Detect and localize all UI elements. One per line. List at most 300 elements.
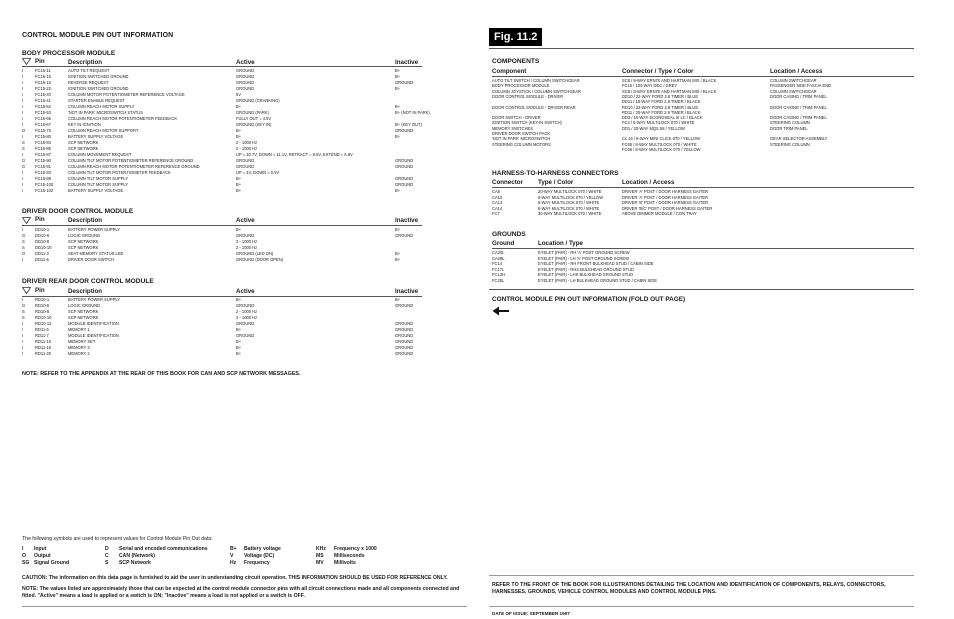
pin-inactive-value: B+ — [395, 257, 401, 262]
pin-description: MEMORY 3 — [68, 345, 90, 350]
harness-connector-type: 6-WAY MULTILOCK 070 / WHITE — [538, 200, 600, 206]
component-name: STEERING COLUMN MOTORS — [492, 141, 551, 147]
pin-number: FC15-90 — [35, 158, 51, 163]
pin-active-value: GROUND — [236, 321, 255, 326]
pin-inactive-value: GROUND — [395, 128, 414, 133]
component-name: DOOR CONTROL MODULE - DRIVER — [492, 93, 564, 99]
pin-number: RD10-6 — [35, 303, 50, 308]
pin-number: FC15-102 — [35, 188, 54, 193]
bpm-header-active: Active — [236, 59, 255, 66]
component-location: DOOR CASING / TRIM PANEL — [770, 115, 827, 121]
pin-active-value: FULLY OUT = 4.5V — [236, 116, 272, 121]
pin-number: RD10-10 — [35, 315, 52, 320]
pin-inactive-value: B+ — [395, 68, 401, 73]
ddcm-title: DRIVER DOOR CONTROL MODULE — [22, 208, 134, 215]
pin-active-value: UP = 10.7V, DOWN = 11.1V, RETRACT = 8.5V, EXTEND = 6.8V — [236, 152, 353, 157]
pin-active-value: GROUND — [236, 74, 255, 79]
legend-symbol: SG — [22, 560, 30, 566]
component-location: COLUMN SWITCHGEAR — [770, 78, 817, 83]
pin-description: COLUMN REACH MOTOR POTENTIOMETER REFERENCE GROUND — [68, 164, 200, 169]
pin-type: G — [22, 233, 26, 238]
pin-active-value: GROUND — [236, 233, 255, 238]
grounds-title: GROUNDS — [492, 231, 526, 238]
pin-number: RD11-5 — [35, 327, 49, 332]
pin-type: I — [22, 80, 24, 85]
pin-active-value: B+ — [236, 227, 242, 232]
legend-intro: The following symbols are used to represent values for Control Module Pin Out data: — [22, 536, 213, 542]
component-location: PASSENGER SIDE FASCIA END — [770, 83, 832, 89]
pin-inactive-value: B+ (NOT IN PARK) — [395, 110, 430, 115]
pin-description: COLUMN MOVEMENT REQUEST — [68, 152, 132, 157]
drdcm-header-pin: Pin — [35, 287, 45, 294]
pin-number: FC15-80 — [35, 134, 51, 139]
pin-active-value: 2 - 1000 Hz — [236, 315, 258, 320]
pin-type: I — [22, 351, 24, 356]
pin-active-value: GROUND — [236, 86, 255, 91]
component-location: DOOR CASING / TRIM PANEL — [770, 93, 827, 99]
pin-type: G — [22, 303, 26, 308]
legend-symbol: Hz — [230, 560, 237, 566]
figure-label: Fig. 11.2 — [489, 28, 542, 46]
component-connector: FC66 / 8-WAY MULTILOCK 070 / YELLOW — [622, 146, 701, 152]
footer-rule-right — [489, 606, 914, 607]
pin-active-value: GROUND (PARK) — [236, 110, 269, 115]
pin-inactive-value: GROUND — [395, 351, 414, 356]
footer-rule-left — [22, 606, 467, 607]
ground-id: FC17L — [492, 266, 505, 272]
pin-type: O — [22, 251, 26, 256]
component-connector: SC8 / 8-WAY ERNI'S AND HARTMAN MIX / BLACK — [622, 88, 717, 94]
pin-type: I — [22, 110, 24, 115]
pin-number: FC15-52 — [35, 104, 51, 109]
drdcm-header-description: Description — [68, 288, 103, 295]
drdcm-title: DRIVER REAR DOOR CONTROL MODULE — [22, 278, 154, 285]
pin-inactive-value: GROUND — [395, 339, 414, 344]
components-header-connector: Connector / Type / Color — [622, 68, 694, 75]
pin-active-value: B+ — [236, 104, 242, 109]
pin-active-value: GROUND — [236, 158, 255, 163]
component-connector: DD11 / 18-WAY FORD 2.8 TIMER / BLACK — [622, 99, 701, 105]
pin-active-value: 2 - 1000 Hz — [236, 140, 258, 145]
connector-symbol-icon — [22, 217, 31, 224]
issue-date: DATE OF ISSUE: SEPTEMBER 1997 — [492, 611, 570, 616]
pin-inactive-value: GROUND — [395, 333, 414, 338]
pin-type: S — [22, 239, 25, 244]
pin-inactive-value: GROUND — [395, 164, 414, 169]
legend-meaning: Battery voltage — [244, 546, 281, 552]
component-name: 'NOT IN PARK' MICROSWITCH — [492, 136, 551, 142]
component-connector: SC8 / 8-WAY ERNI'S AND HARTMAN MIX / BLACK — [622, 78, 717, 83]
pin-type: I — [22, 345, 24, 350]
pin-type: S — [22, 146, 25, 151]
harness-connector-type: 6-WAY MULTILOCK 070 / WHITE — [538, 205, 600, 211]
harness-connector-id: CA8 — [492, 189, 500, 194]
harness-connector-type: 6-WAY MULTILOCK 070 / YELLOW — [538, 194, 604, 200]
pin-inactive-value: B+ — [395, 251, 401, 256]
component-connector: CL 16 / 8-WAY MINI CLICK 070 / YELLOW — [622, 136, 700, 142]
pin-type: I — [22, 227, 24, 232]
pin-inactive-value: GROUND — [395, 176, 414, 181]
component-connector: RD10 / 22-WAY FORD 2.8 TIMER / BLUE — [622, 104, 699, 110]
pin-active-value: UP = 4V, DOWN = 0.5V — [236, 170, 280, 175]
component-name: DOOR CONTROL MODULE - DRIVER REAR — [492, 104, 576, 110]
pin-inactive-value: GROUND — [395, 158, 414, 163]
pin-description: SCP NETWORK — [68, 239, 99, 244]
pin-inactive-value: B+ (KEY OUT) — [395, 122, 422, 127]
component-connector: RD11 / 20-WAY FORD 2.8 TIMER / BLACK — [622, 109, 701, 115]
legend-symbol: S — [105, 560, 109, 566]
pin-active-value: B+ — [236, 345, 242, 350]
pin-description: BATTERY SUPPLY VOLTAGE — [68, 134, 124, 139]
legend-meaning: CAN (Network) — [119, 553, 155, 559]
pin-number: RD11-7 — [35, 333, 49, 338]
values-note: NOTE: The values listed are approximately those that can be expected at the control module connector pins with all circuit connections made and all components connected and fitted. "Active" means a load is applied or a switch is ON; "Inactive" means a load is not applied or a switch is OFF. — [22, 586, 460, 599]
pin-number: FC15-87 — [35, 152, 51, 157]
pin-description: COLUMN TILT MOTOR POTENTIOMETER FEEDBACK — [68, 170, 171, 175]
drdcm-header-inactive: Inactive — [395, 288, 419, 295]
pin-description: MODULE IDENTIFICATION — [68, 333, 119, 338]
legend-meaning: SCP Network — [119, 560, 151, 566]
legend-symbol: I — [22, 546, 24, 552]
pin-active-value: B+ — [236, 128, 242, 133]
grounds-header-rule — [492, 248, 914, 249]
legend-meaning: Frequency — [244, 560, 270, 566]
grounds-header-ground: Ground — [492, 240, 515, 247]
pin-number: RD10-12 — [35, 321, 52, 326]
figure-rule — [489, 48, 914, 49]
pin-active-value: GROUND (KEY IN) — [236, 122, 272, 127]
legend-meaning: Serial and encoded communications — [119, 546, 208, 552]
harness-connector-id: CA10 — [492, 194, 503, 200]
pin-number: FC15-99 — [35, 176, 51, 181]
pin-description: SCP NETWORK — [68, 146, 99, 151]
ddcm-header-description: Description — [68, 217, 103, 224]
pin-description: STARTER ENABLE REQUEST — [68, 98, 125, 103]
pin-description: COLUMN MOTOR POTENTIOMETER REFERENCE VOLTAGE — [68, 92, 185, 97]
component-connector: DD10 / 22-WAY FORD 2.8 TIMER / BLUE — [622, 93, 699, 99]
appendix-note: NOTE: REFER TO THE APPENDIX AT THE REAR OF THIS BOOK FOR CAN AND SCP NETWORK MESSAGES. — [22, 371, 301, 377]
legend-meaning: Millivolts — [334, 560, 356, 566]
harness-title: HARNESS-TO-HARNESS CONNECTORS — [492, 170, 619, 177]
pin-number: FC15-11 — [35, 68, 51, 73]
bpm-header-description: Description — [68, 59, 103, 66]
harness-connector-id: CA13 — [492, 200, 503, 206]
component-name: IGNITION SWITCH (KEY-IN SWITCH) — [492, 120, 562, 126]
pin-description: COLUMN REACH MOTOR SUPPORT — [68, 128, 139, 133]
harness-connector-location: ABOVE DIMMER MODULE / CON TRAY — [622, 211, 697, 217]
pin-number: DD10-8 — [35, 239, 50, 244]
pin-description: COLUMN TILT MOTOR SUPPLY — [68, 176, 129, 181]
pin-active-value: B+ — [236, 176, 242, 181]
ground-id: FC13H — [492, 272, 505, 278]
pin-description: COLUMN REACH MOTOR SUPPLY — [68, 104, 135, 109]
pin-active-value: GROUND — [236, 68, 255, 73]
harness-header-rule — [492, 187, 914, 188]
pin-description: KEY IN IGNITION — [68, 122, 101, 127]
pin-inactive-value: GROUND — [395, 303, 414, 308]
pin-type: I — [22, 176, 24, 181]
component-location: COLUMN SWITCHGEAR — [770, 88, 817, 94]
foldout-rule — [489, 289, 914, 290]
legend-symbol: O — [22, 553, 26, 559]
pin-type: S — [22, 309, 25, 314]
component-location: STEERING COLUMN — [770, 141, 810, 147]
pin-inactive-value: B+ — [395, 297, 401, 302]
pin-type: I — [22, 104, 24, 109]
pin-type: I — [22, 297, 24, 302]
pin-type: O — [22, 128, 26, 133]
pin-description: REVERSE REQUEST — [68, 80, 109, 85]
pin-description: SCP NETWORK — [68, 315, 99, 320]
pin-number: RD11-10 — [35, 339, 52, 344]
harness-connector-location: DRIVER 'A' POST / DOOR HARNESS GAITER — [622, 189, 709, 194]
legend-symbol: D — [105, 546, 109, 552]
pin-inactive-value: GROUND — [395, 327, 414, 332]
harness-connector-location: DRIVER 'B/C' POST / DOOR HARNESS GAITER — [622, 205, 713, 211]
pin-number: FC15-67 — [35, 122, 51, 127]
pin-type: S — [22, 315, 25, 320]
pin-type: I — [22, 98, 24, 103]
pin-inactive-value: GROUND — [395, 233, 414, 238]
pin-description: MEMORY 1 — [68, 327, 90, 332]
pin-active-value: GROUND — [236, 303, 255, 308]
harness-connector-location: DRIVER 'B' POST / DOOR HARNESS GAITER — [622, 200, 709, 206]
pin-description: MODULE IDENTIFICATION — [68, 321, 119, 326]
component-connector: DD1 / 20-WAY MQS 58 / YELLOW — [622, 125, 685, 131]
legend-meaning: Output — [34, 553, 51, 559]
pin-number: FC15-100 — [35, 182, 54, 187]
pin-type: I — [22, 339, 24, 344]
pin-type: I — [22, 134, 24, 139]
harness-connector-type: 30-WAY MULTILOCK 070 / WHITE — [538, 211, 602, 217]
component-name: COLUMN JOYSTICK / COLUMN SWITCHGEAR — [492, 88, 581, 94]
pin-number: FC15-93 — [35, 170, 51, 175]
pin-number: FC15-65 — [35, 116, 51, 121]
pin-number: DD10-1 — [35, 227, 50, 232]
pin-type: I — [22, 116, 24, 121]
legend-symbol: V — [230, 553, 234, 559]
pin-inactive-value: B+ — [395, 227, 401, 232]
pin-number: RD10-8 — [35, 309, 50, 314]
ddcm-header-pin: Pin — [35, 216, 45, 223]
harness-header-type: Type / Color — [538, 179, 574, 186]
ground-location: EYELET (PAIR) - LH BULKHEAD GROUND STUD / CABIN SIDE — [538, 278, 658, 283]
pin-active-value: GROUND (LED ON) — [236, 251, 274, 256]
pin-type: I — [22, 152, 24, 157]
bpm-header-pin: Pin — [35, 58, 45, 65]
pin-active-value: 2 - 1000 Hz — [236, 309, 258, 314]
drdcm-header-active: Active — [236, 288, 255, 295]
pin-active-value: GROUND — [236, 80, 255, 85]
ground-location: EYELET (PAIR) - LHS BULKHEAD GROUND STUD — [538, 272, 634, 278]
pin-inactive-value: B+ — [395, 86, 401, 91]
pin-inactive-value: B+ — [395, 104, 401, 109]
ground-id: FC14 — [492, 261, 503, 267]
foldout-title: CONTROL MODULE PIN OUT INFORMATION (FOLD OUT PAGE) — [492, 296, 686, 303]
pin-description: BATTERY POWER SUPPLY — [68, 227, 121, 232]
pin-number: FC15-16 — [35, 80, 51, 85]
connector-symbol-icon — [22, 287, 31, 294]
component-location: DOOR CASING / TRIM PANEL — [770, 104, 827, 110]
pin-type: I — [22, 86, 24, 91]
harness-connector-id: CA14 — [492, 205, 503, 211]
pin-description: SCP NETWORK — [68, 309, 99, 314]
refer-rule — [489, 575, 914, 576]
pin-description: COLUMN TILT MOTOR SUPPLY — [68, 182, 129, 187]
legend-symbol: KHz — [316, 546, 326, 552]
ground-id: CA20L — [492, 250, 505, 255]
pin-number: FC15-85 — [35, 146, 51, 151]
pin-inactive-value: B+ — [395, 134, 401, 139]
pin-active-value: B+ — [236, 134, 242, 139]
pin-description: AUTO TILT REQUEST — [68, 68, 110, 73]
pin-active-value: 2 - 1000 Hz — [236, 239, 258, 244]
pin-number: FC15-53 — [35, 110, 51, 115]
legend-symbol: B+ — [230, 546, 237, 552]
caution-text: CAUTION: The information on this data page is furnished to aid the user in understanding circuit operation. THIS INFORMATION SHOULD BE USED FOR REFERENCE ONLY. — [22, 575, 448, 581]
pin-active-value: B+ — [236, 351, 242, 356]
component-name: DRIVER DOOR SWITCH PACK — [492, 131, 551, 136]
pin-type: I — [22, 333, 24, 338]
pin-number: RD11-20 — [35, 351, 52, 356]
legend-meaning: Signal Ground — [34, 560, 70, 566]
pin-active-value: GROUND — [236, 164, 255, 169]
bpm-header-rule — [22, 66, 422, 67]
components-header-component: Component — [492, 68, 527, 75]
pin-inactive-value: B+ — [395, 188, 401, 193]
pin-description: BATTERY SUPPLY VOLTAGE — [68, 188, 124, 193]
pin-type: S — [22, 245, 25, 250]
legend-meaning: Voltage (DC) — [244, 553, 275, 559]
pin-description: SCP NETWORK — [68, 245, 99, 250]
harness-header-connector: Connector — [492, 179, 523, 186]
ground-location: EYELET (PAIR) - LH 'A' POST GROUND SCREW — [538, 255, 629, 261]
pin-number: RD10-1 — [35, 297, 50, 302]
pin-type: I — [22, 188, 24, 193]
ground-id: CA28L — [492, 255, 505, 261]
component-name: MEMORY SWITCHES — [492, 125, 534, 131]
harness-connector-location: DRIVER 'A' POST / DOOR HARNESS GAITER — [622, 194, 709, 200]
pin-type: I — [22, 122, 24, 127]
pin-active-value: 5V — [236, 92, 242, 97]
connector-symbol-icon — [22, 58, 31, 65]
legend-meaning: Frequency x 1000 — [334, 546, 377, 552]
component-name: DOOR SWITCH - DRIVER — [492, 115, 541, 121]
pin-active-value: GROUND (DOOR OPEN) — [236, 257, 284, 262]
pin-description: 'NOT IN PARK' MICROSWITCH STATUS — [68, 110, 143, 115]
pin-active-value: B+ — [236, 327, 242, 332]
bpm-title: BODY PROCESSOR MODULE — [22, 50, 116, 57]
legend-meaning: Input — [34, 546, 47, 552]
components-title: COMPONENTS — [492, 58, 540, 65]
pin-inactive-value: GROUND — [395, 182, 414, 187]
harness-connector-id: FC7 — [492, 211, 500, 217]
pin-description: SCP NETWORK — [68, 140, 99, 145]
arrow-left-icon — [492, 306, 510, 316]
pin-number: FC15-41 — [35, 98, 51, 103]
pin-number: RD11-15 — [35, 345, 52, 350]
pin-inactive-value: GROUND — [395, 345, 414, 350]
pin-description: COLUMN TILT MOTOR POTENTIOMETER REFERENCE GROUND — [68, 158, 194, 163]
pin-inactive-value: GROUND — [395, 321, 414, 326]
ddcm-header-rule — [22, 225, 422, 226]
component-connector: DD3 / 10-WAY ECONOSEAL III LC / BLACK — [622, 115, 703, 121]
pin-number: FC15-84 — [35, 140, 51, 145]
pin-description: COLUMN REACH MOTOR POTENTIOMETER FEEDBACK — [68, 116, 178, 121]
pin-type: I — [22, 74, 24, 79]
pin-description: MEMORY SET — [68, 339, 96, 344]
pin-active-value: GROUND — [236, 333, 255, 338]
component-name: BODY PROCESSOR MODULE — [492, 83, 550, 89]
pin-type: I — [22, 257, 24, 262]
pin-active-value: B+ — [236, 297, 242, 302]
pin-active-value: B+ — [236, 188, 242, 193]
pin-type: I — [22, 92, 24, 97]
pin-number: FC15-22 — [35, 86, 51, 91]
ground-location: EYELET (PAIR) - RHS BULKHEAD GROUND STUD — [538, 266, 634, 272]
harness-header-location: Location / Access — [622, 179, 675, 186]
pin-active-value: 2 - 1000 Hz — [236, 245, 258, 250]
pin-active-value: B+ — [236, 339, 242, 344]
pin-number: FC15-15 — [35, 74, 51, 79]
pin-description: MEMORY 2 — [68, 351, 90, 356]
pin-active-value: B+ — [236, 182, 242, 187]
pin-type: I — [22, 327, 24, 332]
component-location: DOOR TRIM PANEL — [770, 125, 808, 131]
harness-connector-type: 20-WAY MULTILOCK 070 / WHITE — [538, 189, 602, 194]
components-header-location: Location / Access — [770, 68, 823, 75]
pin-number: DD11-3 — [35, 251, 49, 256]
legend-meaning: Milliseconds — [334, 553, 365, 559]
pin-inactive-value: B+ — [395, 74, 401, 79]
pin-description: BATTERY POWER SUPPLY — [68, 297, 121, 302]
ground-location: EYELET (PAIR) - RH FRONT BULKHEAD STUD / CABIN SIDE — [538, 261, 654, 267]
pin-number: FC15-40 — [35, 92, 51, 97]
legend-symbol: MS — [316, 553, 324, 559]
pin-description: IGNITION SWITCHED GROUND — [68, 74, 129, 79]
pin-description: SEAT MEMORY STATUS LED — [68, 251, 124, 256]
pin-number: FC15-73 — [35, 128, 51, 133]
components-header-rule — [492, 76, 914, 77]
pin-type: I — [22, 321, 24, 326]
grounds-header-location: Location / Type — [538, 240, 583, 247]
ground-location: EYELET (PAIR) - RH 'A' POST GROUND SCREW — [538, 250, 630, 255]
component-connector: FC4 / 6-WAY MULTILOCK 070 / WHITE — [622, 120, 695, 126]
pin-active-value: GROUND (CRANKING) — [236, 98, 280, 103]
pin-type: S — [22, 140, 25, 145]
pin-number: DD10-10 — [35, 245, 52, 250]
pin-type: G — [22, 164, 26, 169]
pin-description: DRIVER DOOR SWITCH — [68, 257, 115, 262]
pin-type: I — [22, 182, 24, 187]
component-name: AUTO TILT SWITCH / COLUMN SWITCHGEAR — [492, 78, 580, 83]
pin-active-value: 2 - 1000 Hz — [236, 146, 258, 151]
legend-symbol: C — [105, 553, 109, 559]
ddcm-header-active: Active — [236, 217, 255, 224]
page-title: CONTROL MODULE PIN OUT INFORMATION — [22, 32, 174, 39]
component-location: GEAR SELECTOR ASSEMBLY — [770, 136, 828, 142]
pin-number: DD10-6 — [35, 233, 50, 238]
refer-note: REFER TO THE FRONT OF THE BOOK FOR ILLUSTRATIONS DETAILING THE LOCATION AND IDENTIFICATION OF COMPONENTS, RELAYS, CONNECTORS, HARNESSES, GROUNDS, VEHICLE CONTROL MODULES AND CONTROL MODULE PINS. — [492, 582, 886, 595]
bpm-header-inactive: Inactive — [395, 59, 419, 66]
component-connector: FC15 / 104-WAY DEC / GREY — [622, 83, 678, 89]
pin-number: FC15-91 — [35, 164, 51, 169]
pin-description: LOGIC GROUND — [68, 233, 101, 238]
ground-id: FC25L — [492, 278, 505, 283]
pin-description: LOGIC GROUND — [68, 303, 101, 308]
legend-symbol: MV — [316, 560, 324, 566]
pin-inactive-value: GROUND — [395, 80, 414, 85]
